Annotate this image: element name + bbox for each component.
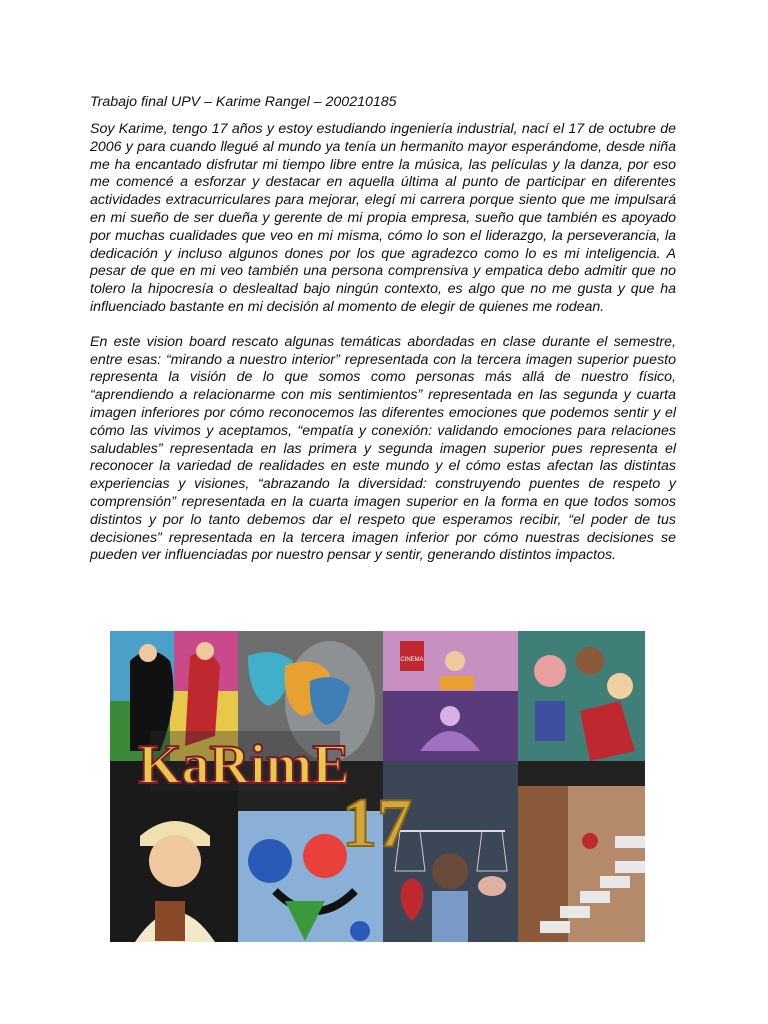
age-number: 17: [342, 785, 412, 862]
meditation-image: [383, 631, 518, 761]
document-page: [90, 92, 676, 582]
karime-lettering: KaRimE: [138, 734, 350, 796]
age-balloon: [342, 785, 412, 862]
vision-board-collage: [110, 631, 645, 942]
document-title: Trabajo final UPV – Karime Rangel – 200210185: [90, 94, 397, 110]
name-lettering: [138, 731, 350, 796]
paragraph-vision-board: En este vision board rescato algunas temáticas abordadas en clase durante el semestre, entre esas: “mirando a nuestro interior” representada con la tercera imagen superior puesto representa la visión de lo que somos como personas más allá de nuestro físico, “aprendiendo a relacionarme con mis sentimientos” representada en las segunda y cuarta imagen inferiores por cómo reconocemos las diferentes emociones que podemos sentir y el cómo las vivimos y aceptamos, “empatía y conexión: validando emociones para relaciones saludables” representada en las primera y segunda imagen superior pues representa el reconocer la variedad de realidades en este mundo y el cómo estas afectan las distintas experiencias y visiones, “abrazando la diversidad: construyendo puentes de respeto y comprensión” representada en la cuarta imagen superior en la forma en que todos somos distintos y por lo tanto debemos dar el respeto que esperamos recibir, “el poder de tus decisiones” representada en la tercera imagen inferior por cómo nuestras decisiones se pueden ver influenciadas por nuestro pensar y sentir, generando distintos impactos.: [90, 333, 676, 564]
popcorn-box-label: CINEMA: [400, 657, 424, 663]
paragraph-introduction: Soy Karime, tengo 17 años y estoy estudiando ingeniería industrial, nací el 17 de octubre de 2006 y para cuando llegué al mundo ya tenía un hermanito mayor esperándome, desde niña me ha encantado disfrutar mi tiempo libre entre la música, las películas y la danza, por eso me comencé a esforzar y destacar en aquella última al punto de participar en diferentes actividades extracurriculares para mejorar, elegí mi carrera porque siento que me impulsará en mi sueño de ser dueña y gerente de mi propia empresa, sueño que también es apoyado por muchas cualidades que veo en mi misma, cómo lo son el liderazgo, la perseverancia, la dedicación y incluso algunos dones por los que agradezco como lo es mi inteligencia. A pesar de que en mi veo también una persona comprensiva y empatica debo admitir que no tolero la hipocresía o deslealtad bajo ningún contexto, es algo que no me gusta y que ha influenciado bastante en mi decisión al momento de elegir de quienes me rodean.: [90, 121, 676, 315]
diversity-people-image: [518, 631, 645, 761]
decision-stairs-image: [518, 786, 645, 942]
